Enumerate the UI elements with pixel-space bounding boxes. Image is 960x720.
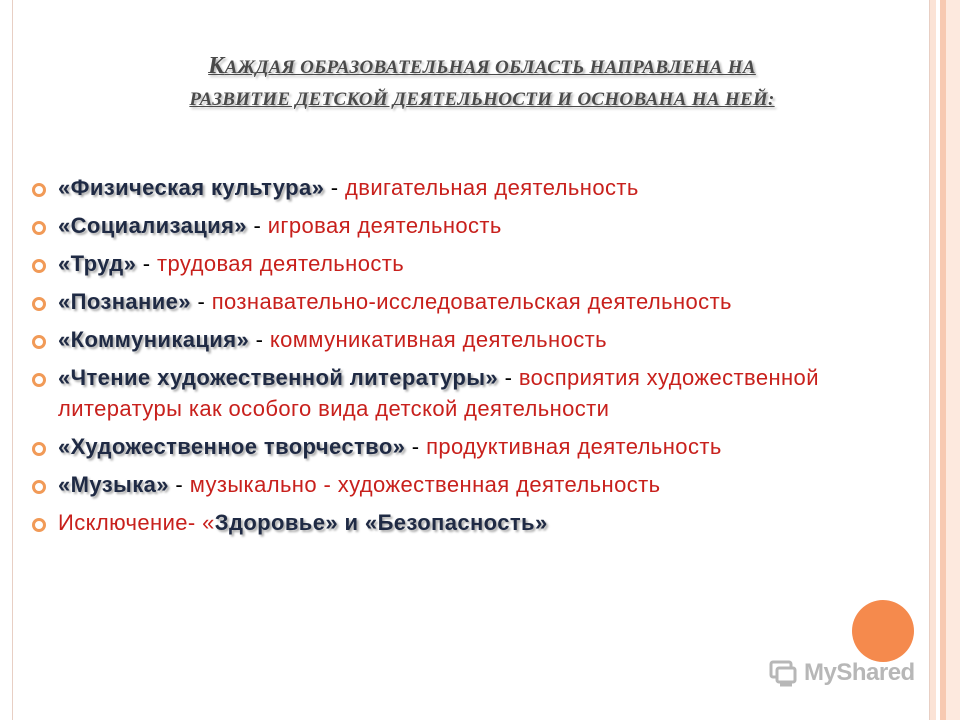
watermark-text: MyShared	[804, 659, 915, 686]
list-item	[28, 469, 908, 500]
exception-prefix: Исключение- «	[58, 510, 215, 535]
areas-list	[28, 172, 908, 545]
list-item	[28, 286, 908, 317]
decor-stripe	[946, 0, 960, 720]
separator: -	[405, 434, 427, 459]
list-item	[28, 362, 908, 424]
separator: -	[246, 213, 268, 238]
bullet-icon	[32, 183, 46, 197]
exception-item	[28, 507, 908, 538]
separator: -	[168, 472, 190, 497]
title-initial: К	[208, 53, 225, 79]
area-name: «Труд»	[58, 251, 137, 276]
area-name: «Физическая культура»	[58, 175, 325, 200]
area-name: «Коммуникация»	[58, 327, 250, 352]
separator: -	[324, 175, 346, 200]
slides-icon	[768, 658, 798, 688]
separator: -	[498, 365, 519, 390]
activity-text: трудовая деятельность	[157, 251, 405, 276]
area-name: «Музыка»	[58, 472, 169, 497]
area-name: «Познание»	[58, 289, 191, 314]
list-item	[28, 324, 908, 355]
separator: -	[190, 289, 212, 314]
separator: -	[136, 251, 158, 276]
list-item	[28, 172, 908, 203]
activity-text: двигательная деятельность	[345, 175, 639, 200]
bullet-icon	[32, 297, 46, 311]
bullet-icon	[32, 442, 46, 456]
area-name: «Художественное творчество»	[58, 434, 406, 459]
watermark-logo	[768, 656, 928, 692]
bullet-icon	[32, 373, 46, 387]
slide-title	[72, 50, 892, 116]
activity-text: восприятия художественной литературы как особого вида детской деятельности	[58, 365, 819, 421]
area-name: «Социализация»	[58, 213, 247, 238]
bullet-icon	[32, 335, 46, 349]
bullet-icon	[32, 259, 46, 273]
exception-areas: Здоровье» и «Безопасность»	[214, 510, 548, 535]
decor-circle	[852, 600, 914, 662]
title-line2: РАЗВИТИЕ ДЕТСКОЙ ДЕЯТЕЛЬНОСТИ И ОСНОВАНА НА НЕЙ:	[189, 89, 775, 110]
activity-text: познавательно-исследовательская деятельность	[211, 289, 732, 314]
bullet-icon	[32, 480, 46, 494]
list-item	[28, 248, 908, 279]
area-name: «Чтение художественной литературы»	[58, 365, 499, 390]
list-item	[28, 210, 908, 241]
activity-text: музыкально - художественная деятельность	[189, 472, 661, 497]
separator: -	[249, 327, 270, 352]
list-item	[28, 431, 908, 462]
bullet-icon	[32, 518, 46, 532]
activity-text: продуктивная деятельность	[426, 434, 722, 459]
activity-text: игровая деятельность	[267, 213, 502, 238]
bullet-icon	[32, 221, 46, 235]
activity-text: коммуникативная деятельность	[269, 327, 607, 352]
title-line1: АЖДАЯ ОБРАЗОВАТЕЛЬНАЯ ОБЛАСТЬ НАПРАВЛЕНА НА	[224, 57, 756, 78]
